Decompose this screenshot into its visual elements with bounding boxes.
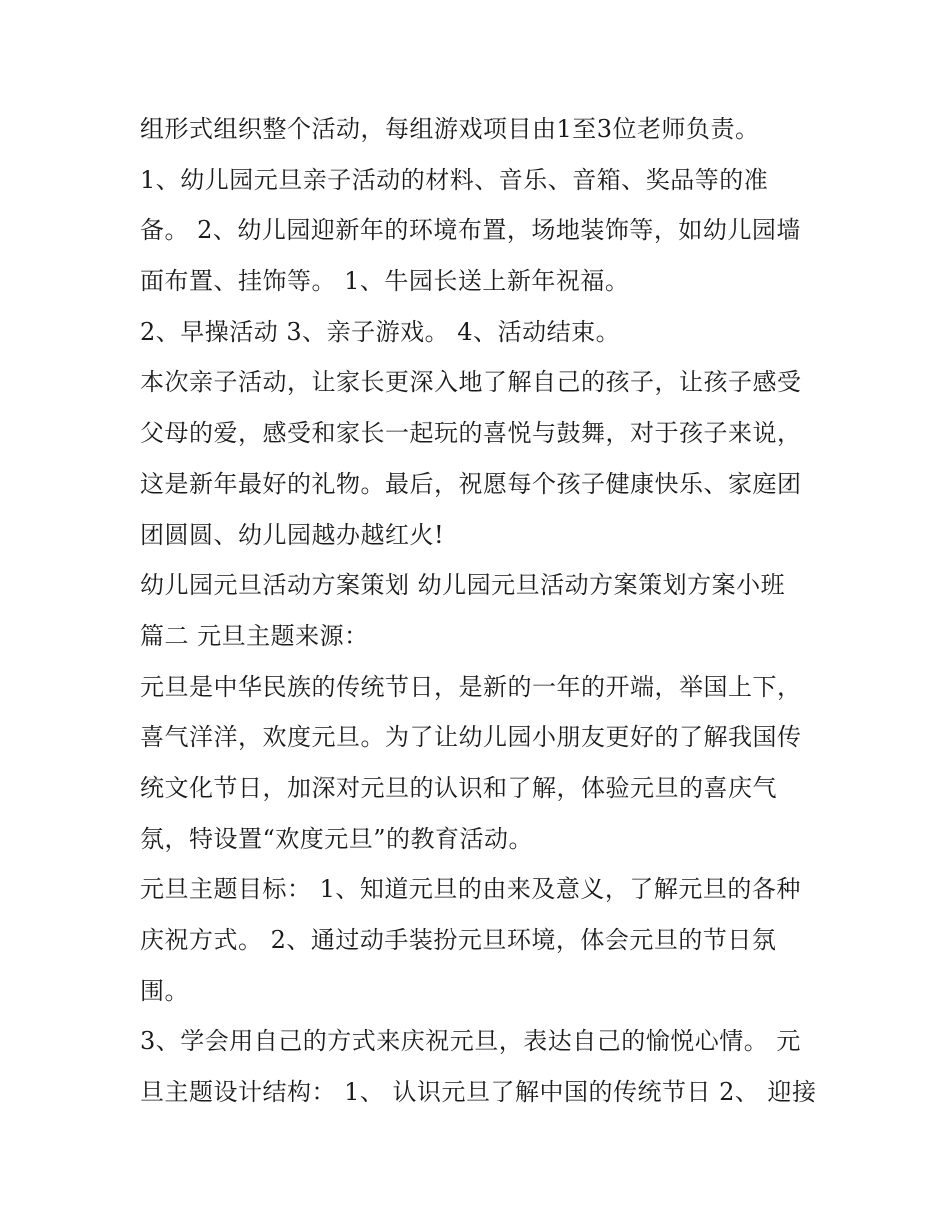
text-line: 统文化节日，加深对元旦的认识和了解，体验元旦的喜庆气 xyxy=(140,773,777,802)
text-line: 这是新年最好的礼物。最后，祝愿每个孩子健康快乐、家庭团 xyxy=(140,469,802,498)
text-line: 氛，特设置“欢度元旦”的教育活动。 xyxy=(140,824,534,853)
text-line: 面布置、挂饰等。 1、牛园长送上新年祝福。 xyxy=(140,267,630,296)
text-line: 团圆圆、幼儿园越办越红火! xyxy=(140,520,445,549)
text-line: 篇二 元旦主题来源： xyxy=(140,621,369,650)
document-body xyxy=(140,104,820,1118)
text-line: 组形式组织整个活动，每组游戏项目由1至3位老师负责。 xyxy=(140,115,760,143)
text-line: 元旦主题目标： 1、知道元旦的由来及意义，了解元旦的各种 xyxy=(140,875,801,904)
text-line: 本次亲子活动，让家长更深入地了解自己的孩子，让孩子感受 xyxy=(140,368,802,397)
text-line: 喜气洋洋，欢度元旦。为了让幼儿园小朋友更好的了解我国传 xyxy=(140,723,802,752)
text-line: 3、学会用自己的方式来庆祝元旦，表达自己的愉悦心情。 元 xyxy=(140,1027,801,1056)
text-line: 旦主题设计结构： 1、 认识元旦了解中国的传统节日 2、 迎接 xyxy=(140,1078,817,1107)
text-line: 庆祝方式。 2、通过动手装扮元旦环境，体会元旦的节日氛 xyxy=(140,926,777,954)
text-line: 元旦是中华民族的传统节日，是新的一年的开端，举国上下， xyxy=(140,672,802,701)
text-line: 围。 xyxy=(140,976,189,1005)
text-line: 2、早操活动 3、亲子游戏。 4、活动结束。 xyxy=(140,317,621,346)
text-line: 父母的爱，感受和家长一起玩的喜悦与鼓舞，对于孩子来说， xyxy=(140,419,802,448)
text-line: 幼儿园元旦活动方案策划 幼儿园元旦活动方案策划方案小班 xyxy=(140,571,786,600)
text-line: 1、幼儿园元旦亲子活动的材料、音乐、音箱、奖品等的准 xyxy=(140,165,769,194)
text-line: 备。 2、幼儿园迎新年的环境布置，场地装饰等，如幼儿园墙 xyxy=(140,216,801,245)
